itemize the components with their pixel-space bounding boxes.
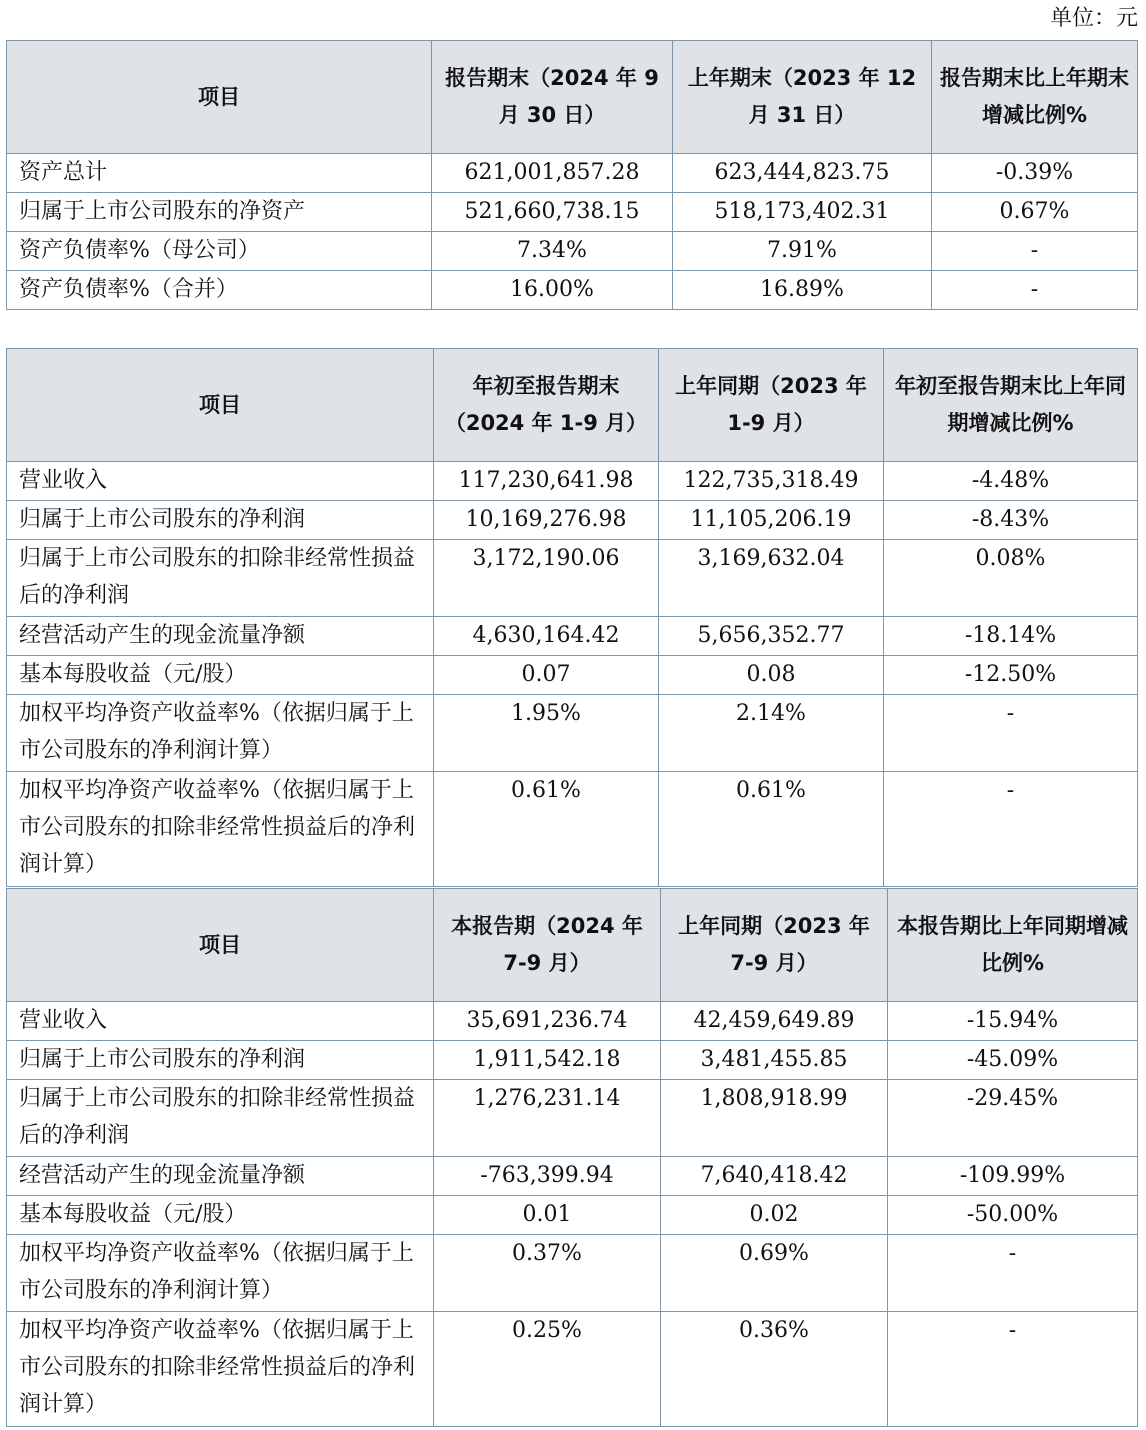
table-row xyxy=(7,772,1138,887)
cell-value: 0.02 xyxy=(661,1196,888,1235)
table-row xyxy=(7,1196,1138,1235)
cell-value: 0.67% xyxy=(932,193,1138,232)
cell-value: -18.14% xyxy=(884,617,1138,656)
table-row xyxy=(7,1157,1138,1196)
cell-value: 0.61% xyxy=(434,772,659,887)
row-label: 加权平均净资产收益率%（依据归属于上市公司股东的扣除非经常性损益后的净利润计算） xyxy=(7,772,434,887)
cell-value: -50.00% xyxy=(888,1196,1138,1235)
header-col2: 上年期末（2023 年 12 月 31 日） xyxy=(673,41,932,154)
cell-value: 0.07 xyxy=(434,656,659,695)
row-label: 加权平均净资产收益率%（依据归属于上市公司股东的净利润计算） xyxy=(7,695,434,772)
cell-value: 10,169,276.98 xyxy=(434,501,659,540)
row-label: 归属于上市公司股东的净资产 xyxy=(7,193,432,232)
row-label: 经营活动产生的现金流量净额 xyxy=(7,617,434,656)
cell-value: 0.69% xyxy=(661,1235,888,1312)
table-row xyxy=(7,1041,1138,1080)
cell-value: 0.25% xyxy=(434,1312,661,1427)
table-row xyxy=(7,1002,1138,1041)
header-col3: 本报告期比上年同期增减比例% xyxy=(888,889,1138,1002)
cell-value: 0.37% xyxy=(434,1235,661,1312)
table-row xyxy=(7,1235,1138,1312)
cell-value: -763,399.94 xyxy=(434,1157,661,1196)
cell-value: 0.36% xyxy=(661,1312,888,1427)
row-label: 资产总计 xyxy=(7,154,432,193)
header-item: 项目 xyxy=(7,349,434,462)
cell-value: - xyxy=(884,772,1138,887)
cell-value: 1,276,231.14 xyxy=(434,1080,661,1157)
cell-value: 623,444,823.75 xyxy=(673,154,932,193)
table-row xyxy=(7,232,1138,271)
table-header-row xyxy=(7,889,1138,1002)
balance-table xyxy=(6,40,1138,310)
header-item: 项目 xyxy=(7,889,434,1002)
unit-label: 单位：元 xyxy=(1049,6,1138,31)
cell-value: 0.08% xyxy=(884,540,1138,617)
cell-value: 1,808,918.99 xyxy=(661,1080,888,1157)
table-row xyxy=(7,501,1138,540)
cell-value: 122,735,318.49 xyxy=(659,462,884,501)
row-label: 营业收入 xyxy=(7,1002,434,1041)
cell-value: -4.48% xyxy=(884,462,1138,501)
cell-value: 4,630,164.42 xyxy=(434,617,659,656)
row-label: 资产负债率%（合并） xyxy=(7,271,432,310)
cell-value: - xyxy=(884,695,1138,772)
cell-value: -15.94% xyxy=(888,1002,1138,1041)
quarter-table xyxy=(6,888,1138,1427)
cell-value: 5,656,352.77 xyxy=(659,617,884,656)
cell-value: 7.91% xyxy=(673,232,932,271)
cell-value: -8.43% xyxy=(884,501,1138,540)
cell-value: -29.45% xyxy=(888,1080,1138,1157)
cell-value: 1,911,542.18 xyxy=(434,1041,661,1080)
header-col1: 年初至报告期末（2024 年 1-9 月） xyxy=(434,349,659,462)
cell-value: - xyxy=(932,232,1138,271)
ytd-table xyxy=(6,348,1138,887)
table-header-row xyxy=(7,349,1138,462)
table-row xyxy=(7,271,1138,310)
row-label: 归属于上市公司股东的扣除非经常性损益后的净利润 xyxy=(7,1080,434,1157)
cell-value: 11,105,206.19 xyxy=(659,501,884,540)
header-col1: 报告期末（2024 年 9 月 30 日） xyxy=(432,41,673,154)
row-label: 营业收入 xyxy=(7,462,434,501)
table-row xyxy=(7,695,1138,772)
header-col2: 上年同期（2023 年 1-9 月） xyxy=(659,349,884,462)
cell-value: - xyxy=(888,1235,1138,1312)
cell-value: 0.01 xyxy=(434,1196,661,1235)
table-row xyxy=(7,540,1138,617)
row-label: 归属于上市公司股东的净利润 xyxy=(7,1041,434,1080)
cell-value: 35,691,236.74 xyxy=(434,1002,661,1041)
cell-value: - xyxy=(888,1312,1138,1427)
cell-value: 16.89% xyxy=(673,271,932,310)
table-row xyxy=(7,1080,1138,1157)
row-label: 基本每股收益（元/股） xyxy=(7,1196,434,1235)
row-label: 归属于上市公司股东的净利润 xyxy=(7,501,434,540)
row-label: 资产负债率%（母公司） xyxy=(7,232,432,271)
row-label: 基本每股收益（元/股） xyxy=(7,656,434,695)
cell-value: 518,173,402.31 xyxy=(673,193,932,232)
cell-value: 16.00% xyxy=(432,271,673,310)
cell-value: 0.08 xyxy=(659,656,884,695)
cell-value: -109.99% xyxy=(888,1157,1138,1196)
cell-value: 3,481,455.85 xyxy=(661,1041,888,1080)
cell-value: 2.14% xyxy=(659,695,884,772)
table-header-row xyxy=(7,41,1138,154)
table-row xyxy=(7,154,1138,193)
header-col3: 年初至报告期末比上年同期增减比例% xyxy=(884,349,1138,462)
cell-value: 621,001,857.28 xyxy=(432,154,673,193)
row-label: 归属于上市公司股东的扣除非经常性损益后的净利润 xyxy=(7,540,434,617)
header-col1: 本报告期（2024 年 7-9 月） xyxy=(434,889,661,1002)
header-col3: 报告期末比上年期末增减比例% xyxy=(932,41,1138,154)
table-row xyxy=(7,617,1138,656)
cell-value: 3,169,632.04 xyxy=(659,540,884,617)
row-label: 经营活动产生的现金流量净额 xyxy=(7,1157,434,1196)
row-label: 加权平均净资产收益率%（依据归属于上市公司股东的扣除非经常性损益后的净利润计算） xyxy=(7,1312,434,1427)
row-label: 加权平均净资产收益率%（依据归属于上市公司股东的净利润计算） xyxy=(7,1235,434,1312)
header-item: 项目 xyxy=(7,41,432,154)
table-row xyxy=(7,462,1138,501)
cell-value: -0.39% xyxy=(932,154,1138,193)
cell-value: -12.50% xyxy=(884,656,1138,695)
cell-value: 521,660,738.15 xyxy=(432,193,673,232)
cell-value: 7,640,418.42 xyxy=(661,1157,888,1196)
cell-value: - xyxy=(932,271,1138,310)
table-row xyxy=(7,193,1138,232)
cell-value: 7.34% xyxy=(432,232,673,271)
cell-value: 1.95% xyxy=(434,695,659,772)
header-col2: 上年同期（2023 年 7-9 月） xyxy=(661,889,888,1002)
cell-value: 117,230,641.98 xyxy=(434,462,659,501)
cell-value: 42,459,649.89 xyxy=(661,1002,888,1041)
cell-value: 0.61% xyxy=(659,772,884,887)
cell-value: -45.09% xyxy=(888,1041,1138,1080)
table-row xyxy=(7,656,1138,695)
cell-value: 3,172,190.06 xyxy=(434,540,659,617)
table-row xyxy=(7,1312,1138,1427)
